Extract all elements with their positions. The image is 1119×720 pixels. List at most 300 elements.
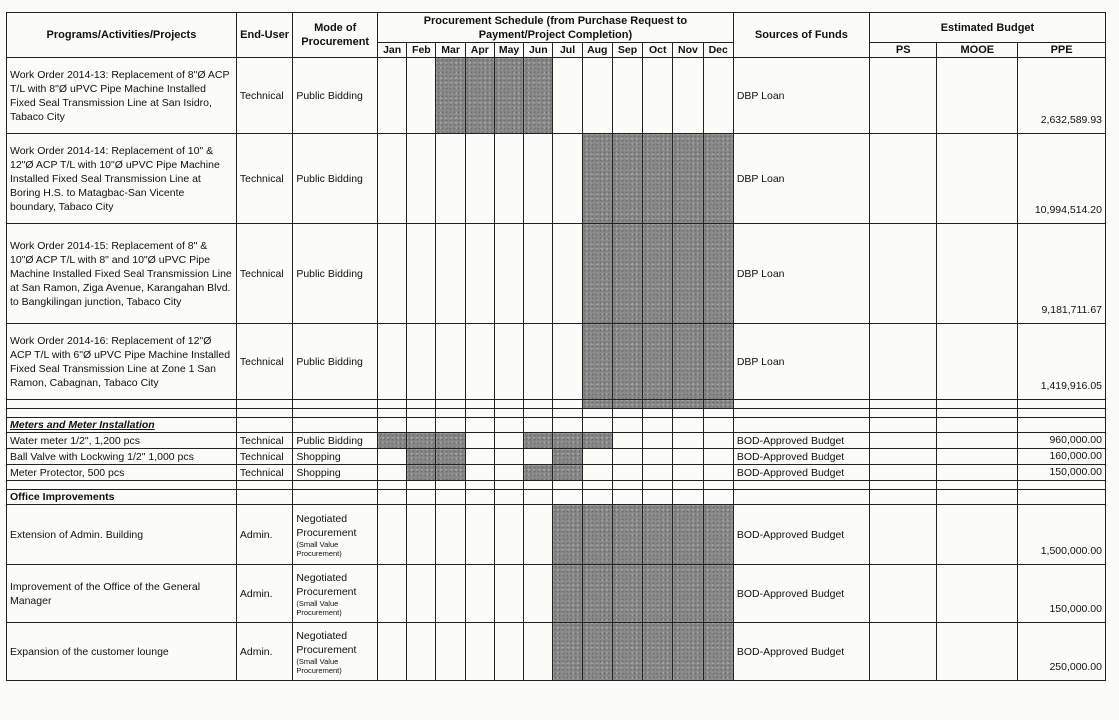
empty-cell <box>733 418 869 433</box>
end-user: Admin. <box>236 505 292 565</box>
schedule-aug <box>582 623 612 681</box>
empty-cell <box>612 490 642 505</box>
header-month-aug: Aug <box>582 43 612 58</box>
budget-ppe: 150,000.00 <box>1018 465 1106 481</box>
table-row <box>7 400 1106 409</box>
schedule-jul <box>553 224 582 324</box>
schedule-nov <box>673 565 703 623</box>
empty-cell <box>673 490 703 505</box>
month-cell <box>378 400 407 409</box>
header-month-jun: Jun <box>524 43 553 58</box>
schedule-jun <box>524 465 553 481</box>
procurement-mode-main: Public Bidding <box>296 89 363 102</box>
empty-cell <box>703 418 733 433</box>
empty-cell <box>1018 481 1106 490</box>
procurement-mode <box>293 623 378 681</box>
month-cell <box>612 409 642 418</box>
procurement-mode <box>293 324 378 400</box>
schedule-mar <box>436 134 465 224</box>
table-row <box>7 465 1106 481</box>
schedule-sep <box>612 324 642 400</box>
schedule-mar <box>436 505 465 565</box>
source-of-funds: DBP Loan <box>733 58 869 134</box>
program-description: Water meter 1/2", 1,200 pcs <box>7 433 237 449</box>
empty-cell <box>7 481 237 490</box>
month-cell <box>436 409 465 418</box>
month-cell <box>494 409 523 418</box>
source-of-funds: BOD-Approved Budget <box>733 505 869 565</box>
schedule-dec <box>703 134 733 224</box>
header-mooe: MOOE <box>937 43 1018 58</box>
schedule-jul <box>553 565 582 623</box>
schedule-apr <box>465 465 494 481</box>
header-sources: Sources of Funds <box>733 13 869 58</box>
schedule-jan <box>378 505 407 565</box>
schedule-mar <box>436 433 465 449</box>
schedule-jan <box>378 449 407 465</box>
procurement-mode-main: Public Bidding <box>296 355 363 368</box>
budget-mooe <box>937 623 1018 681</box>
end-user: Technical <box>236 433 292 449</box>
month-cell <box>553 400 582 409</box>
schedule-oct <box>643 433 673 449</box>
schedule-mar <box>436 565 465 623</box>
empty-cell <box>7 409 237 418</box>
end-user: Admin. <box>236 623 292 681</box>
schedule-may <box>494 465 523 481</box>
table-row <box>7 134 1106 224</box>
empty-cell <box>293 409 378 418</box>
month-cell <box>673 400 703 409</box>
budget-ppe: 960,000.00 <box>1018 433 1106 449</box>
month-cell <box>703 481 733 490</box>
schedule-apr <box>465 449 494 465</box>
program-description: Work Order 2014-13: Replacement of 8"Ø ACP T/L with 8"Ø uPVC Pipe Machine Installed Fixed Seal Transmission Line at San Isidro, Tabaco City <box>7 58 237 134</box>
table-row <box>7 623 1106 681</box>
schedule-dec <box>703 565 733 623</box>
table-row <box>7 490 1106 505</box>
program-description: Work Order 2014-15: Replacement of 8" & 10"Ø ACP T/L with 8" and 10"Ø uPVC Pipe Machine Installed Fixed Seal Transmission Line at San Ramon, Ziga Avenue, Karangahan Blvd. to Bangkilingan junction, Tabaco City <box>7 224 237 324</box>
schedule-jul <box>553 505 582 565</box>
section-label: Meters and Meter Installation <box>7 418 237 433</box>
empty-cell <box>7 400 237 409</box>
month-cell <box>524 400 553 409</box>
table-row <box>7 505 1106 565</box>
schedule-aug <box>582 449 612 465</box>
schedule-feb <box>407 433 436 449</box>
empty-cell <box>673 418 703 433</box>
budget-ppe: 2,632,589.93 <box>1018 58 1106 134</box>
schedule-may <box>494 58 523 134</box>
schedule-jun <box>524 58 553 134</box>
program-description: Expansion of the customer lounge <box>7 623 237 681</box>
empty-cell <box>937 490 1018 505</box>
schedule-jul <box>553 465 582 481</box>
procurement-mode-main: Public Bidding <box>296 434 363 447</box>
schedule-jan <box>378 58 407 134</box>
schedule-jun <box>524 433 553 449</box>
table-row <box>7 481 1106 490</box>
empty-cell <box>869 490 937 505</box>
schedule-oct <box>643 324 673 400</box>
month-cell <box>407 409 436 418</box>
schedule-jun <box>524 505 553 565</box>
schedule-may <box>494 224 523 324</box>
empty-cell <box>407 490 436 505</box>
source-of-funds: BOD-Approved Budget <box>733 465 869 481</box>
budget-ps <box>869 58 937 134</box>
month-cell <box>378 409 407 418</box>
schedule-apr <box>465 134 494 224</box>
schedule-jan <box>378 224 407 324</box>
schedule-apr <box>465 224 494 324</box>
table-row <box>7 409 1106 418</box>
schedule-nov <box>673 449 703 465</box>
empty-cell <box>582 490 612 505</box>
source-of-funds: BOD-Approved Budget <box>733 623 869 681</box>
schedule-dec <box>703 449 733 465</box>
empty-cell <box>553 490 582 505</box>
schedule-aug <box>582 433 612 449</box>
month-cell <box>378 481 407 490</box>
schedule-jul <box>553 433 582 449</box>
procurement-mode-main: Negotiated Procurement <box>296 512 357 539</box>
table-row <box>7 449 1106 465</box>
empty-cell <box>378 418 407 433</box>
header-month-apr: Apr <box>465 43 494 58</box>
schedule-jul <box>553 58 582 134</box>
program-description: Work Order 2014-16: Replacement of 12"Ø ACP T/L with 6"Ø uPVC Pipe Machine Installed Fixed Seal Transmission Line at Zone 1 San Ramon, Cabagnan, Tabaco City <box>7 324 237 400</box>
empty-cell <box>937 481 1018 490</box>
budget-ppe: 1,419,916.05 <box>1018 324 1106 400</box>
empty-cell <box>1018 400 1106 409</box>
schedule-nov <box>673 433 703 449</box>
schedule-may <box>494 505 523 565</box>
month-cell <box>582 481 612 490</box>
source-of-funds: BOD-Approved Budget <box>733 449 869 465</box>
schedule-sep <box>612 224 642 324</box>
month-cell <box>553 481 582 490</box>
month-cell <box>612 400 642 409</box>
procurement-mode <box>293 465 378 481</box>
empty-cell <box>378 490 407 505</box>
budget-ppe: 250,000.00 <box>1018 623 1106 681</box>
header-ps: PS <box>869 43 937 58</box>
schedule-jul <box>553 134 582 224</box>
schedule-jun <box>524 324 553 400</box>
schedule-feb <box>407 449 436 465</box>
empty-cell <box>612 418 642 433</box>
procurement-mode-note: (Small Value Procurement) <box>296 598 342 617</box>
schedule-feb <box>407 134 436 224</box>
program-description: Improvement of the Office of the General Manager <box>7 565 237 623</box>
program-description: Meter Protector, 500 pcs <box>7 465 237 481</box>
schedule-may <box>494 134 523 224</box>
empty-cell <box>524 490 553 505</box>
empty-cell <box>465 490 494 505</box>
empty-cell <box>869 400 937 409</box>
procurement-mode <box>293 58 378 134</box>
schedule-nov <box>673 324 703 400</box>
procurement-mode <box>293 433 378 449</box>
schedule-feb <box>407 58 436 134</box>
end-user: Technical <box>236 58 292 134</box>
empty-cell <box>293 400 378 409</box>
month-cell <box>407 481 436 490</box>
table-row <box>7 433 1106 449</box>
empty-cell <box>869 481 937 490</box>
schedule-aug <box>582 465 612 481</box>
month-cell <box>673 481 703 490</box>
schedule-jan <box>378 134 407 224</box>
source-of-funds: DBP Loan <box>733 324 869 400</box>
procurement-mode-main: Shopping <box>296 466 341 479</box>
schedule-jun <box>524 449 553 465</box>
empty-cell <box>937 400 1018 409</box>
schedule-dec <box>703 224 733 324</box>
schedule-jun <box>524 623 553 681</box>
schedule-oct <box>643 58 673 134</box>
schedule-may <box>494 324 523 400</box>
month-cell <box>643 400 673 409</box>
schedule-nov <box>673 134 703 224</box>
schedule-jan <box>378 465 407 481</box>
procurement-mode-main: Public Bidding <box>296 172 363 185</box>
schedule-oct <box>643 505 673 565</box>
end-user: Technical <box>236 449 292 465</box>
empty-cell <box>733 409 869 418</box>
header-month-dec: Dec <box>703 43 733 58</box>
budget-ps <box>869 324 937 400</box>
schedule-feb <box>407 623 436 681</box>
table-row <box>7 224 1106 324</box>
schedule-feb <box>407 324 436 400</box>
month-cell <box>465 409 494 418</box>
month-cell <box>703 409 733 418</box>
month-cell <box>582 400 612 409</box>
schedule-jun <box>524 224 553 324</box>
empty-cell <box>937 409 1018 418</box>
budget-ps <box>869 505 937 565</box>
header-ppe: PPE <box>1018 43 1106 58</box>
empty-cell <box>643 418 673 433</box>
end-user: Technical <box>236 134 292 224</box>
end-user: Technical <box>236 324 292 400</box>
month-cell <box>436 400 465 409</box>
schedule-feb <box>407 565 436 623</box>
header-month-nov: Nov <box>673 43 703 58</box>
schedule-aug <box>582 324 612 400</box>
budget-ps <box>869 433 937 449</box>
schedule-sep <box>612 449 642 465</box>
schedule-apr <box>465 324 494 400</box>
empty-cell <box>524 418 553 433</box>
schedule-dec <box>703 465 733 481</box>
month-cell <box>582 409 612 418</box>
schedule-mar <box>436 465 465 481</box>
end-user: Admin. <box>236 565 292 623</box>
schedule-feb <box>407 465 436 481</box>
schedule-jun <box>524 565 553 623</box>
empty-cell <box>236 481 292 490</box>
schedule-oct <box>643 465 673 481</box>
month-cell <box>643 409 673 418</box>
schedule-oct <box>643 224 673 324</box>
schedule-apr <box>465 505 494 565</box>
budget-mooe <box>937 449 1018 465</box>
schedule-sep <box>612 134 642 224</box>
source-of-funds: DBP Loan <box>733 224 869 324</box>
header-mode: Mode of Procurement <box>293 13 378 58</box>
section-label: Office Improvements <box>7 490 237 505</box>
procurement-mode-main: Negotiated Procurement <box>296 571 357 598</box>
budget-mooe <box>937 433 1018 449</box>
header-end-user: End-User <box>236 13 292 58</box>
budget-mooe <box>937 565 1018 623</box>
empty-cell <box>293 490 378 505</box>
empty-cell <box>407 418 436 433</box>
schedule-jan <box>378 433 407 449</box>
end-user: Technical <box>236 224 292 324</box>
schedule-dec <box>703 623 733 681</box>
schedule-sep <box>612 58 642 134</box>
schedule-jan <box>378 324 407 400</box>
table-row <box>7 58 1106 134</box>
schedule-mar <box>436 449 465 465</box>
schedule-dec <box>703 58 733 134</box>
empty-cell <box>1018 490 1106 505</box>
schedule-aug <box>582 58 612 134</box>
schedule-jul <box>553 449 582 465</box>
empty-cell <box>733 481 869 490</box>
schedule-sep <box>612 623 642 681</box>
schedule-apr <box>465 58 494 134</box>
procurement-mode <box>293 565 378 623</box>
empty-cell <box>236 400 292 409</box>
month-cell <box>465 481 494 490</box>
empty-cell <box>465 418 494 433</box>
schedule-jul <box>553 623 582 681</box>
schedule-nov <box>673 505 703 565</box>
header-programs: Programs/Activities/Projects <box>7 13 237 58</box>
table-row <box>7 324 1106 400</box>
budget-mooe <box>937 505 1018 565</box>
schedule-apr <box>465 433 494 449</box>
schedule-jan <box>378 623 407 681</box>
schedule-may <box>494 623 523 681</box>
header-budget: Estimated Budget <box>869 13 1105 43</box>
procurement-plan-sheet <box>6 12 1106 681</box>
budget-ps <box>869 449 937 465</box>
schedule-aug <box>582 224 612 324</box>
source-of-funds: BOD-Approved Budget <box>733 565 869 623</box>
empty-cell <box>582 418 612 433</box>
empty-cell <box>553 418 582 433</box>
schedule-jun <box>524 134 553 224</box>
empty-cell <box>494 490 523 505</box>
program-description: Extension of Admin. Building <box>7 505 237 565</box>
schedule-aug <box>582 565 612 623</box>
month-cell <box>494 481 523 490</box>
schedule-oct <box>643 449 673 465</box>
schedule-oct <box>643 623 673 681</box>
budget-ps <box>869 224 937 324</box>
procurement-table <box>6 12 1106 681</box>
schedule-mar <box>436 324 465 400</box>
month-cell <box>465 400 494 409</box>
schedule-apr <box>465 565 494 623</box>
schedule-dec <box>703 433 733 449</box>
header-month-feb: Feb <box>407 43 436 58</box>
schedule-dec <box>703 324 733 400</box>
schedule-sep <box>612 565 642 623</box>
header-schedule: Procurement Schedule (from Purchase Request to Payment/Project Completion) <box>378 13 734 43</box>
budget-ps <box>869 623 937 681</box>
empty-cell <box>293 418 378 433</box>
budget-mooe <box>937 465 1018 481</box>
schedule-oct <box>643 565 673 623</box>
month-cell <box>436 481 465 490</box>
schedule-feb <box>407 224 436 324</box>
schedule-apr <box>465 623 494 681</box>
budget-ps <box>869 565 937 623</box>
procurement-mode <box>293 134 378 224</box>
schedule-may <box>494 565 523 623</box>
month-cell <box>703 400 733 409</box>
source-of-funds: DBP Loan <box>733 134 869 224</box>
month-cell <box>673 409 703 418</box>
table-row <box>7 418 1106 433</box>
procurement-mode-main: Negotiated Procurement <box>296 629 357 656</box>
schedule-feb <box>407 505 436 565</box>
schedule-nov <box>673 58 703 134</box>
empty-cell <box>1018 418 1106 433</box>
month-cell <box>612 481 642 490</box>
empty-cell <box>703 490 733 505</box>
procurement-mode-note: (Small Value Procurement) <box>296 539 342 558</box>
empty-cell <box>436 418 465 433</box>
procurement-mode-main: Public Bidding <box>296 267 363 280</box>
empty-cell <box>869 418 937 433</box>
header-month-jan: Jan <box>378 43 407 58</box>
empty-cell <box>236 409 292 418</box>
empty-cell <box>1018 409 1106 418</box>
schedule-nov <box>673 224 703 324</box>
budget-ppe: 10,994,514.20 <box>1018 134 1106 224</box>
end-user: Technical <box>236 465 292 481</box>
schedule-mar <box>436 58 465 134</box>
budget-ps <box>869 134 937 224</box>
budget-ppe: 160,000.00 <box>1018 449 1106 465</box>
empty-cell <box>436 490 465 505</box>
header-month-oct: Oct <box>643 43 673 58</box>
program-description: Ball Valve with Lockwing 1/2" 1,000 pcs <box>7 449 237 465</box>
empty-cell <box>494 418 523 433</box>
budget-ppe: 150,000.00 <box>1018 565 1106 623</box>
month-cell <box>494 400 523 409</box>
schedule-mar <box>436 623 465 681</box>
empty-cell <box>643 490 673 505</box>
procurement-mode <box>293 449 378 465</box>
table-row <box>7 565 1106 623</box>
schedule-sep <box>612 433 642 449</box>
header-month-sep: Sep <box>612 43 642 58</box>
schedule-oct <box>643 134 673 224</box>
schedule-nov <box>673 623 703 681</box>
empty-cell <box>236 418 292 433</box>
schedule-aug <box>582 134 612 224</box>
empty-cell <box>733 490 869 505</box>
